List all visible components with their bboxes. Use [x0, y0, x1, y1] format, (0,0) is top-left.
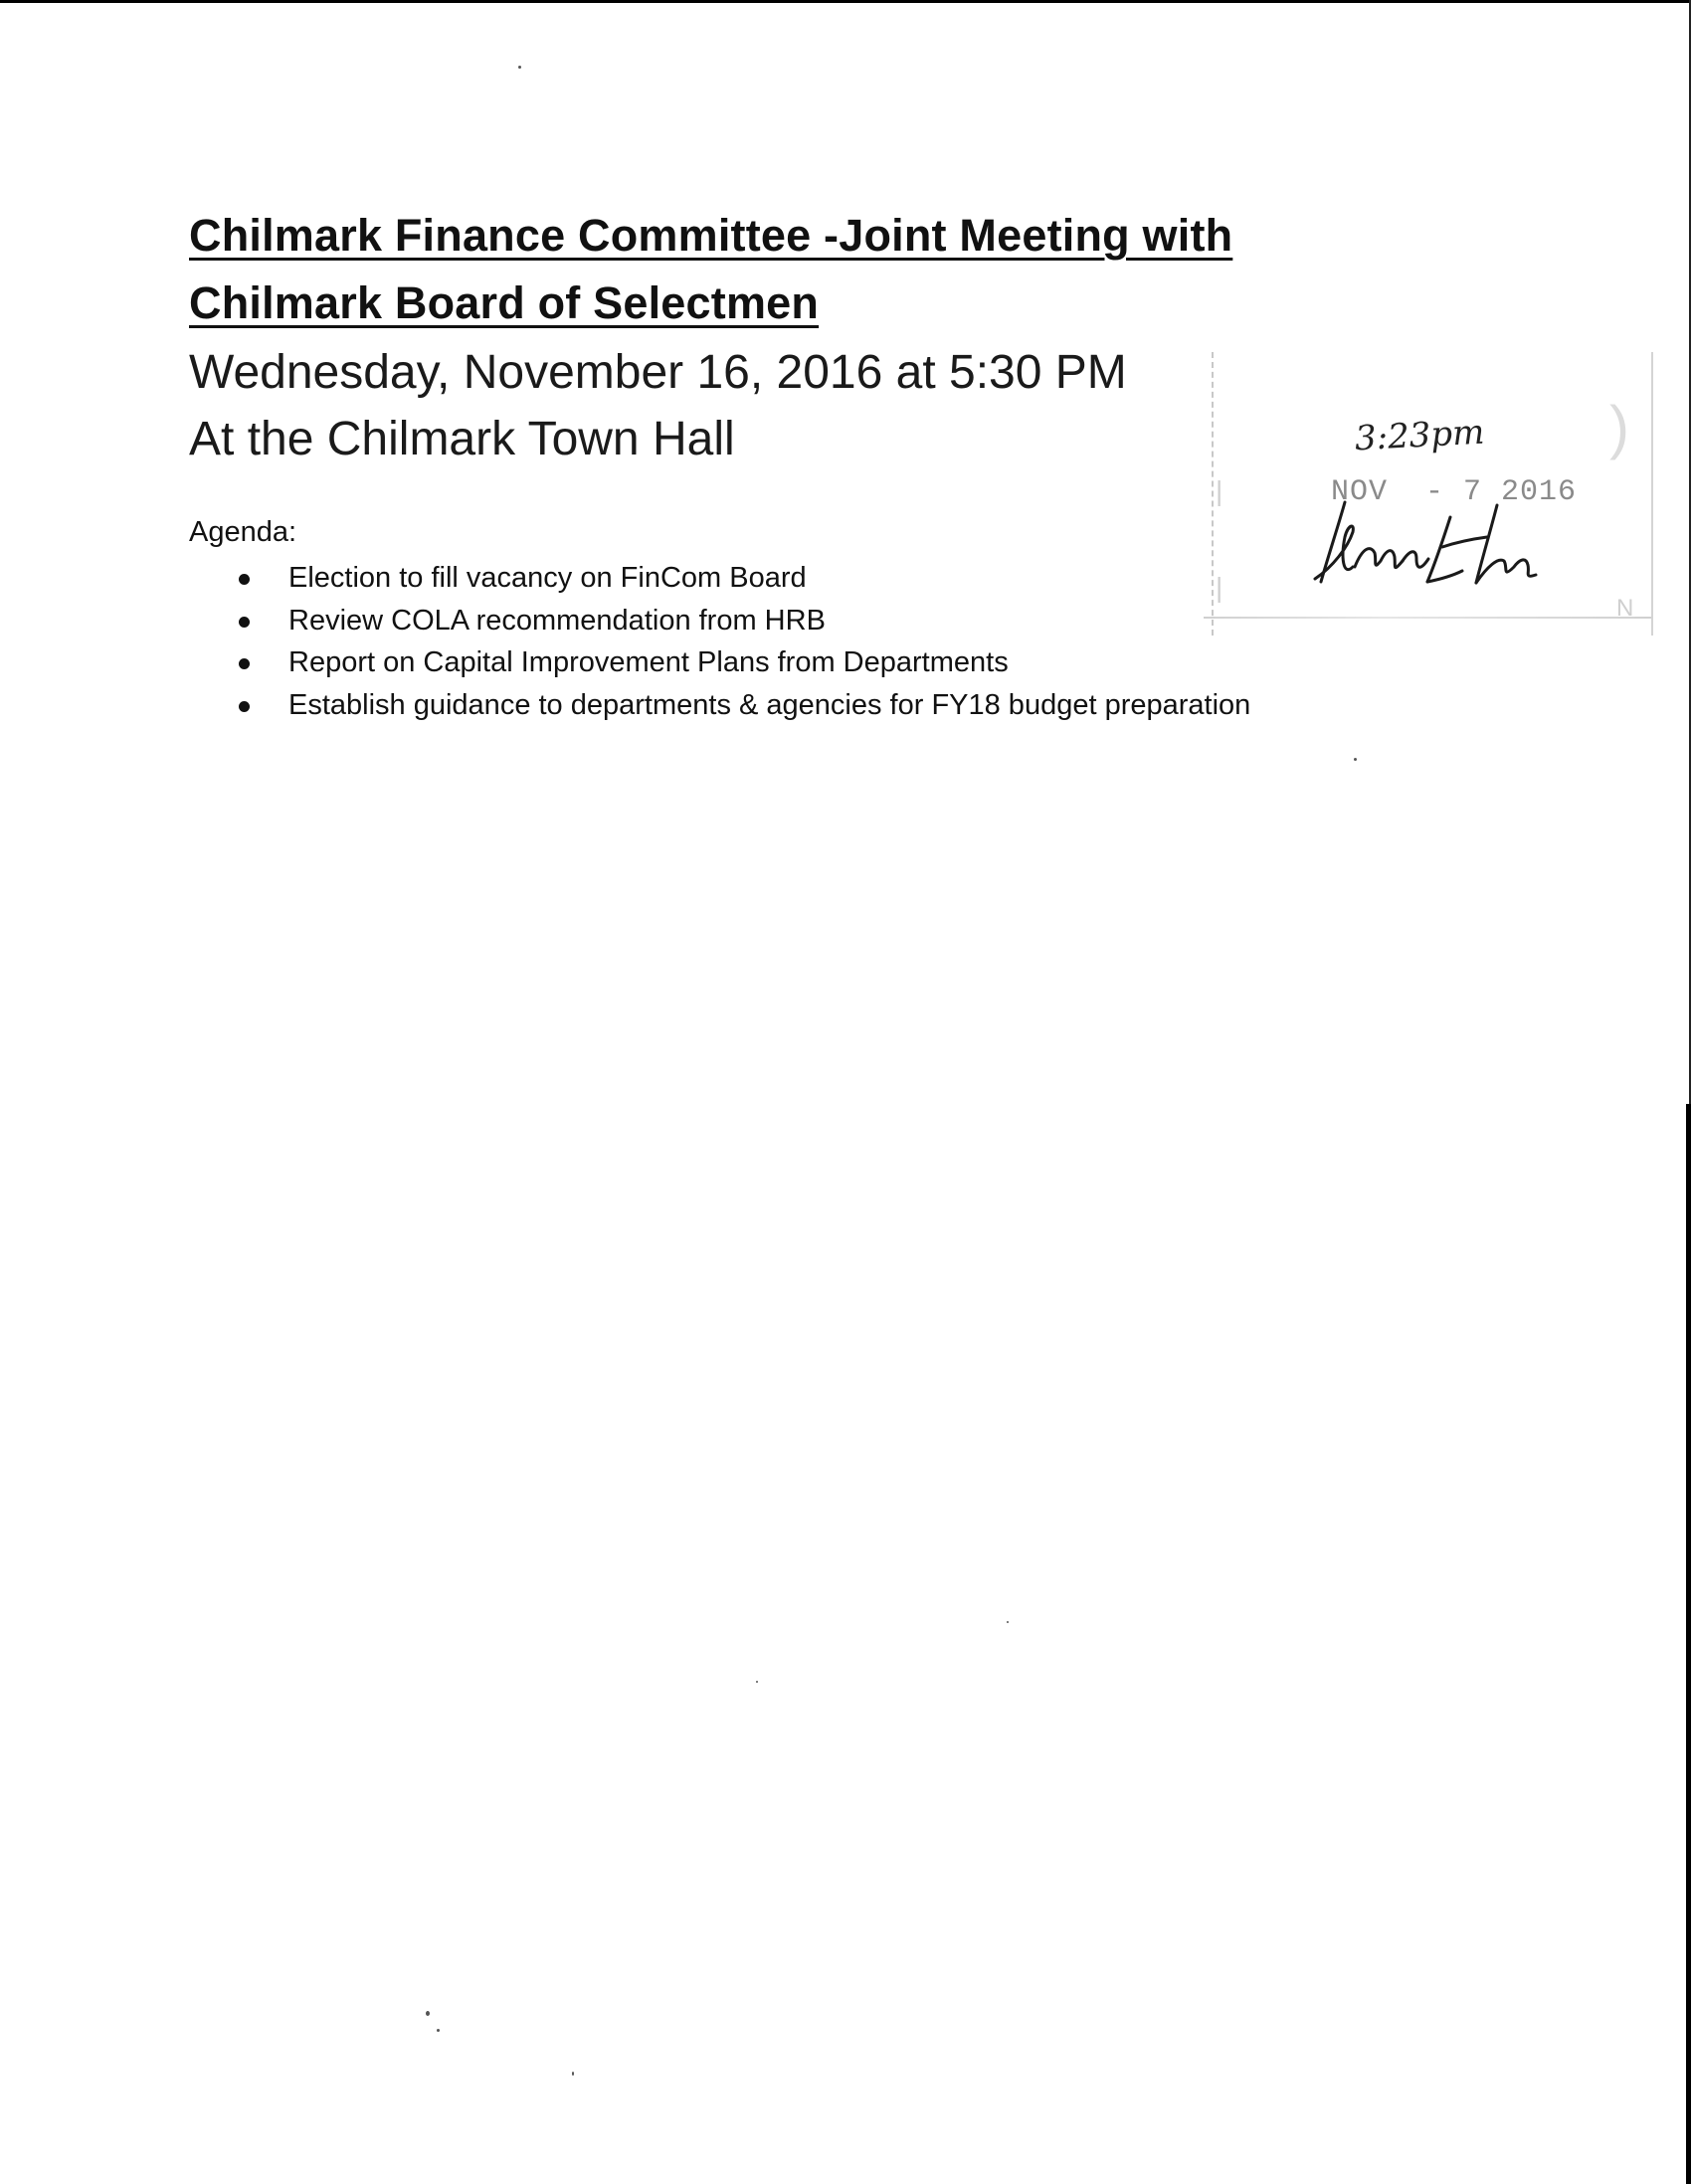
agenda-item-text: Report on Capital Improvement Plans from Departments	[288, 646, 1009, 678]
stamp-received-date: NOV - 7 2016	[1331, 475, 1578, 509]
bullet-icon	[239, 658, 250, 669]
meeting-location: At the Chilmark Town Hall	[189, 413, 735, 465]
scan-speck	[1354, 758, 1357, 761]
scan-speck	[426, 2011, 430, 2016]
stamp-faint-mark: )	[1609, 394, 1629, 460]
clerk-signature	[1293, 487, 1542, 597]
bullet-icon	[239, 701, 250, 712]
agenda-item-text: Election to fill vacancy on FinCom Board	[288, 562, 807, 594]
document-title-line-1: Chilmark Finance Committee -Joint Meeting with	[189, 210, 1233, 261]
document-title-line-2: Chilmark Board of Selectmen	[189, 277, 820, 328]
bullet-icon	[239, 617, 250, 628]
agenda-item-text: Review COLA recommendation from HRB	[288, 604, 826, 637]
scan-right-edge	[1686, 1104, 1691, 2184]
scan-speck	[1007, 1621, 1009, 1623]
stamp-faint-mark: |	[1216, 572, 1223, 603]
scan-speck	[572, 2072, 574, 2076]
received-stamp-frame-bottom	[1204, 617, 1651, 619]
scan-speck	[756, 1681, 758, 1683]
agenda-label: Agenda:	[189, 516, 297, 548]
bullet-icon	[239, 574, 250, 585]
scan-speck	[518, 66, 521, 69]
stamp-faint-mark: |	[1216, 475, 1223, 506]
stamp-faint-mark: N	[1616, 595, 1634, 622]
scan-top-edge	[0, 0, 1691, 3]
scan-speck	[437, 2029, 440, 2032]
stamp-handwritten-time: 3:23pm	[1354, 412, 1486, 459]
agenda-item-text: Establish guidance to departments & agencies for FY18 budget preparation	[288, 688, 1251, 721]
meeting-date-time: Wednesday, November 16, 2016 at 5:30 PM	[189, 346, 1127, 399]
